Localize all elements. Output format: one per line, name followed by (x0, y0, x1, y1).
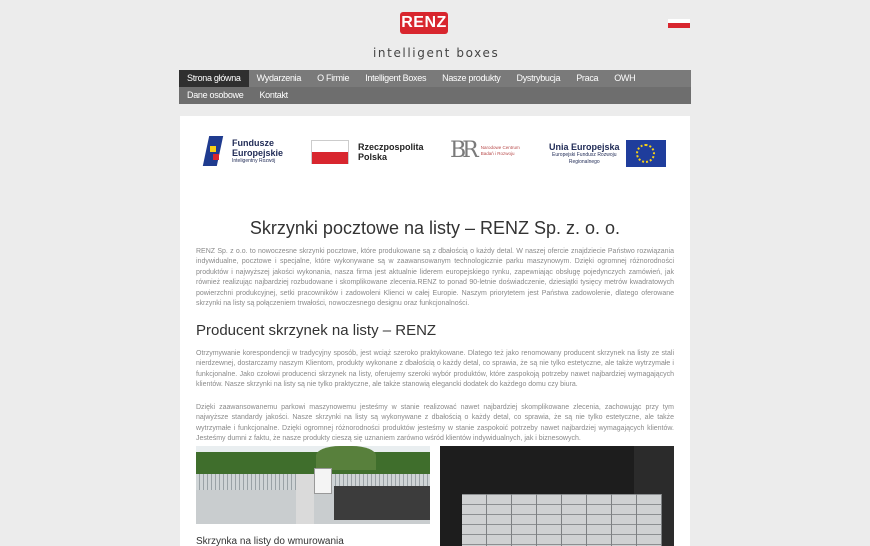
tagline: intelligent boxes (373, 46, 500, 60)
main-nav (179, 70, 691, 104)
unia-europejska-logo (549, 140, 666, 167)
fe-sub: Inteligentny Rozwój (232, 157, 276, 164)
nav-item-jobs[interactable]: Praca (576, 73, 599, 83)
nav-item-events[interactable]: Wydarzenia (256, 73, 302, 83)
renz-logo[interactable] (400, 12, 448, 34)
nav-item-products[interactable]: Nasze produkty (442, 73, 501, 83)
ncbr-mark-icon: BR (450, 138, 475, 163)
nav-item-intelligent-boxes[interactable]: Intelligent Boxes (365, 73, 427, 83)
mailbox-bank-photo[interactable] (440, 446, 674, 546)
section-paragraph-1: Otrzymywanie korespondencji w tradycyjny sposób, jest wciąż szeroko praktykowane. Dlatego też jako renomowany producent skrzynek na listy ze stali nierdzewnej, dostarczamy naszym Klientom, produkty wykonane z dbałością o każdy detal, co sprawia, że są nie tylko estetyczne, ale także wytrzymałe i funkcjonalne. Jako czołowi producenci skrzynek na listy, oferujemy szeroki wybór produktów, które zaspokoją potrzeby nawet najbardziej wymagających klientów. Nasze skrzynki na listy są nie tylko praktyczne, ale także stanowią elegancki dodatek do każdego domu czy biura. (196, 350, 674, 389)
nav-row-1 (179, 70, 691, 87)
ue-title: Unia Europejska (549, 142, 620, 152)
intro-paragraph: RENZ Sp. z o.o. to nowoczesne skrzynki pocztowe, które produkowane są z dbałością o każdy detal. W naszej ofercie znajdziecie Państwo rozwiązania indywidualne, pocztowe i specjalne, które wykonywane są w zaawansowanym technologicznie parku maszynowym. Dzięki ogromnej różnorodności produktów i najwyższej jakości wykonania, nasza firma jest aktualnie liderem europejskiego rynku, zapewniając obsługę pojedynczych zamówień, jak również realizując najbardziej rozbudowane i skomplikowane zlecenia.RENZ to ponad 90-letnie doświadczenie, dziesiątki tysięcy metrów kwadratowych powierzchni produkcyjnej, setki pracowników i zadowoleni Klienci w całej Europie. Naszym priorytetem jest Państwa zadowolenie, dlatego oferowane skrzynki na listy są połączeniem trwałości, nowoczesnego designu oraz funkcjonalności. (196, 248, 674, 308)
wall-mailbox-photo[interactable] (196, 446, 430, 524)
funding-logos (180, 134, 690, 174)
nav-item-personal-data[interactable]: Dane osobowe (187, 90, 244, 100)
fe-title: Fundusze Europejskie (232, 137, 284, 158)
content-card (180, 116, 690, 546)
poland-flag-icon (311, 140, 349, 164)
fe-mark-icon (204, 134, 226, 168)
nav-item-contact[interactable]: Kontakt (259, 90, 288, 100)
section-paragraph-2: Dzięki zaawansowanemu parkowi maszynowemu jesteśmy w stanie realizować nawet najbardziej skomplikowane zlecenia, zachowując przy tym najwyższe standardy jakości. Nasze skrzynki na listy są wykonywane z dbałością o każdy detal, co sprawia, że są nie tylko estetyczne, ale także wytrzymałe i funkcjonalne. Dzięki ogromnej różnorodności produktów jesteśmy w stanie zaspokoić potrzeby nawet najbardziej wymagających klientów. Jesteśmy dumni z faktu, że nasze produkty cieszą się uznaniem zarówno wśród klientów indywidualnych, jak i biznesowych. (196, 404, 674, 443)
ncbr-sub: Narodowe Centrum Badań i Rozwoju (480, 144, 520, 156)
page-title: Skrzynki pocztowe na listy – RENZ Sp. z. o. o. (249, 218, 621, 238)
eu-flag-icon (626, 140, 666, 167)
ncbr-logo (450, 138, 527, 163)
ue-sub: Europejski Fundusz Rozwoju Regionalnego (552, 152, 617, 165)
nav-item-owh[interactable]: OWH (614, 73, 636, 83)
logo-text: RENZ (401, 14, 447, 31)
rp-title: Rzeczpospolita Polska (358, 142, 424, 162)
nav-item-distribution[interactable]: Dystrybucja (516, 73, 561, 83)
polish-flag-language-icon[interactable] (668, 19, 690, 28)
nav-item-home[interactable]: Strona główna (179, 70, 249, 87)
fundusze-europejskie-logo (204, 134, 290, 168)
rzeczpospolita-logo (311, 140, 428, 164)
nav-row-2 (179, 87, 691, 104)
product-caption[interactable]: Skrzynka na listy do wmurowania (196, 536, 344, 546)
nav-item-about[interactable]: O Firmie (317, 73, 350, 83)
section-heading: Producent skrzynek na listy – RENZ (196, 322, 437, 339)
